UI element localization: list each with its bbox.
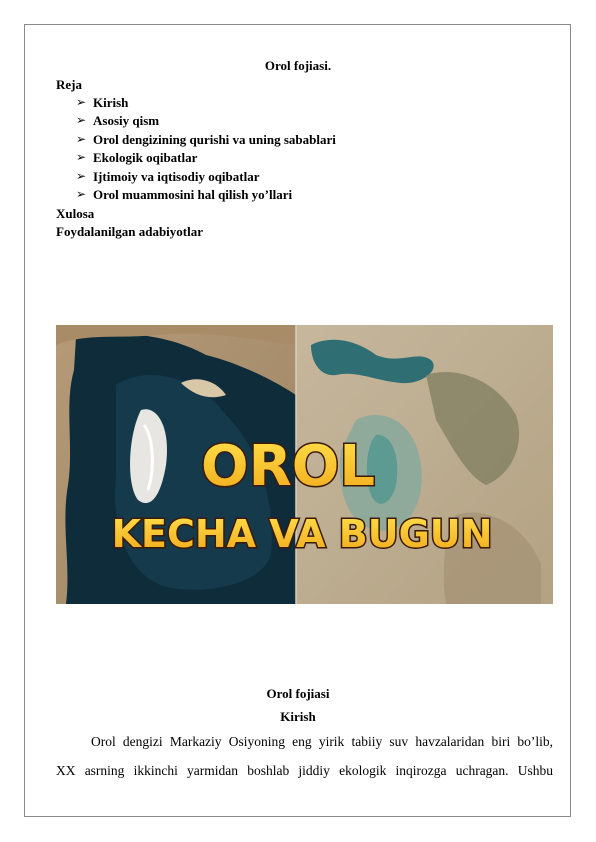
bullet-arrow-icon: ➢ <box>76 169 87 183</box>
paragraph-line-1: Orol dengizi Markaziy Osiyoning eng yirik tabiiy suv havzalaridan biri bo’lib, <box>91 734 553 749</box>
plan-heading: Reja <box>56 77 82 92</box>
image-caption-line2: KECHA VA BUGUN <box>111 512 493 556</box>
references-heading: Foydalanilgan adabiyotlar <box>56 224 203 239</box>
plan-item: Orol muammosini hal qilish yo’llari <box>93 187 293 202</box>
bullet-arrow-icon: ➢ <box>76 132 87 146</box>
section-title: Orol fojiasi <box>266 686 330 701</box>
plan-item: Orol dengizining qurishi va uning sabablari <box>93 132 336 147</box>
bullet-arrow-icon: ➢ <box>76 113 87 127</box>
plan-item: Ijtimoiy va iqtisodiy oqibatlar <box>93 169 260 184</box>
plan-item: Kirish <box>93 95 129 110</box>
plan-item: Ekologik oqibatlar <box>93 150 198 165</box>
image-caption-line1: OROL <box>200 434 376 499</box>
paragraph-line-2: XX asrning ikkinchi yarmidan boshlab jiddiy ekologik inqirozga uchragan. Ushbu <box>56 763 553 778</box>
plan-item: Asosiy qism <box>93 113 160 128</box>
document-title: Orol fojiasi. <box>264 58 332 73</box>
bullet-arrow-icon: ➢ <box>76 187 87 201</box>
bullet-arrow-icon: ➢ <box>76 150 87 164</box>
section-subtitle: Kirish <box>280 709 316 724</box>
conclusion-heading: Xulosa <box>56 206 95 221</box>
bullet-arrow-icon: ➢ <box>76 95 87 109</box>
aral-sea-image <box>56 325 553 604</box>
